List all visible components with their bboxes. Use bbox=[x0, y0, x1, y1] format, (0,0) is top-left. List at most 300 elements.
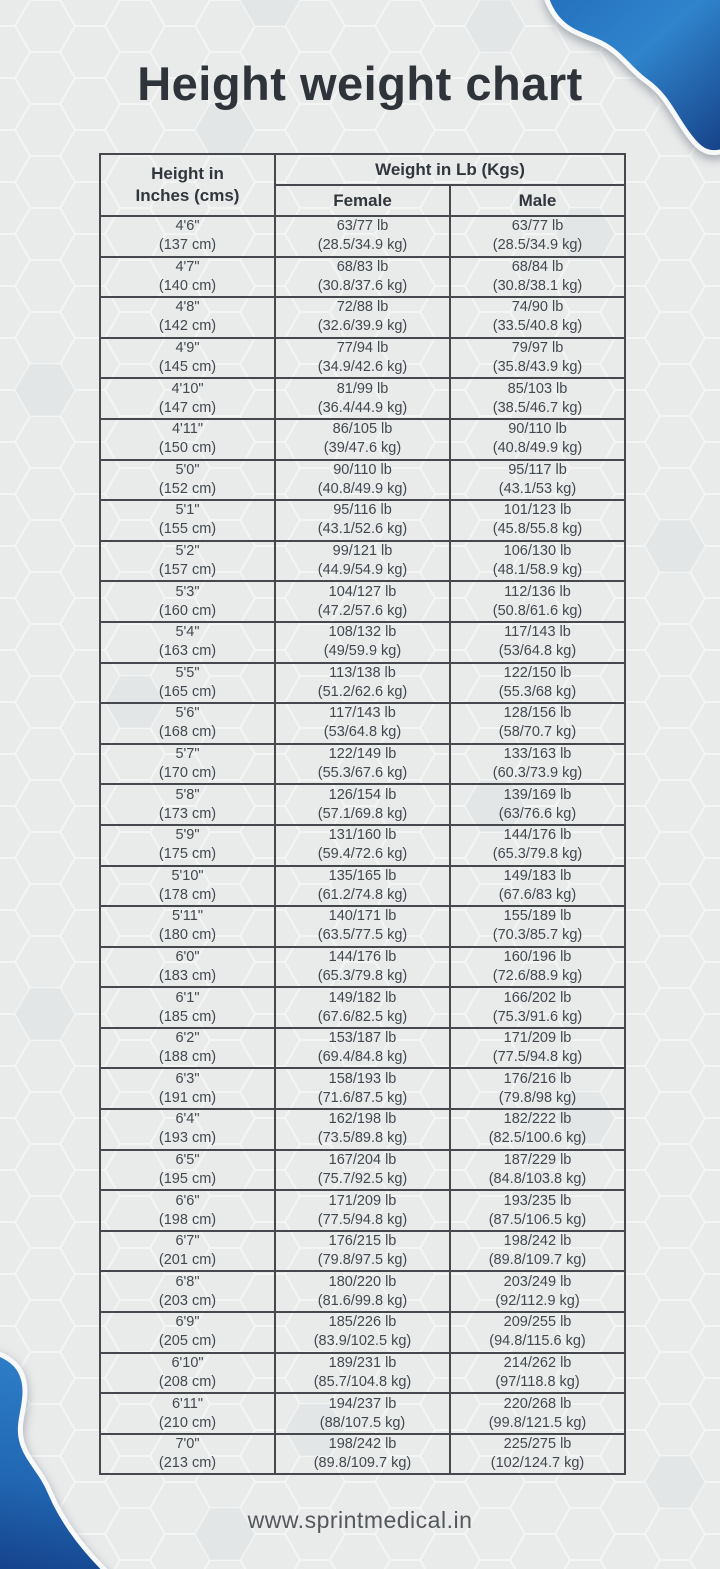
height-cell bbox=[100, 1271, 275, 1312]
height-cm: (152 cm) bbox=[158, 480, 217, 497]
male-weight-cell bbox=[450, 378, 625, 419]
female-lb: 108/132 lb bbox=[328, 624, 397, 641]
header-male-column: Male bbox=[450, 185, 625, 216]
male-weight-cell bbox=[450, 1312, 625, 1353]
height-feet-inches: 6'8" bbox=[175, 1273, 200, 1290]
male-lb: 106/130 lb bbox=[503, 543, 572, 560]
male-lb: 101/123 lb bbox=[503, 502, 572, 519]
female-weight-cell bbox=[275, 1353, 450, 1394]
female-lb: 167/204 lb bbox=[328, 1151, 397, 1168]
height-cm: (198 cm) bbox=[158, 1211, 217, 1228]
female-lb: 122/149 lb bbox=[328, 746, 397, 763]
male-weight-cell bbox=[450, 1434, 625, 1475]
male-lb: 90/110 lb bbox=[508, 421, 567, 438]
female-weight-cell bbox=[275, 784, 450, 825]
male-lb: 122/150 lb bbox=[503, 664, 572, 681]
female-kg: (55.3/67.6 kg) bbox=[317, 765, 408, 782]
male-kg: (58/70.7 kg) bbox=[498, 724, 577, 741]
female-kg: (77.5/94.8 kg) bbox=[317, 1211, 408, 1228]
male-weight-cell bbox=[450, 703, 625, 744]
male-kg: (79.8/98 kg) bbox=[498, 1089, 577, 1106]
table-row bbox=[100, 419, 625, 460]
height-cell bbox=[100, 703, 275, 744]
male-weight-cell bbox=[450, 338, 625, 379]
height-cm: (155 cm) bbox=[158, 521, 217, 538]
female-weight-cell bbox=[275, 987, 450, 1028]
female-kg: (88/107.5 kg) bbox=[319, 1414, 406, 1431]
height-cell bbox=[100, 947, 275, 988]
female-lb: 81/99 lb bbox=[336, 380, 389, 397]
table-row bbox=[100, 216, 625, 257]
height-cell bbox=[100, 987, 275, 1028]
height-feet-inches: 5'10" bbox=[171, 867, 204, 884]
height-cell bbox=[100, 216, 275, 257]
height-cm: (203 cm) bbox=[158, 1292, 217, 1309]
height-cell bbox=[100, 419, 275, 460]
male-lb: 225/275 lb bbox=[503, 1436, 572, 1453]
height-cm: (157 cm) bbox=[158, 562, 217, 579]
female-lb: 189/231 lb bbox=[328, 1354, 397, 1371]
female-weight-cell bbox=[275, 744, 450, 785]
male-weight-cell bbox=[450, 866, 625, 907]
female-weight-cell bbox=[275, 1109, 450, 1150]
height-feet-inches: 4'8" bbox=[175, 299, 200, 316]
male-lb: 187/229 lb bbox=[503, 1151, 572, 1168]
height-cell bbox=[100, 866, 275, 907]
male-lb: 117/143 lb bbox=[504, 624, 571, 641]
female-lb: 90/110 lb bbox=[333, 461, 392, 478]
height-cell bbox=[100, 1312, 275, 1353]
male-kg: (70.3/85.7 kg) bbox=[492, 927, 583, 944]
female-lb: 86/105 lb bbox=[332, 421, 393, 438]
male-kg: (67.6/83 kg) bbox=[498, 886, 577, 903]
male-kg: (55.3/68 kg) bbox=[498, 683, 577, 700]
height-feet-inches: 4'10" bbox=[171, 380, 204, 397]
female-lb: 180/220 lb bbox=[328, 1273, 397, 1290]
female-kg: (36.4/44.9 kg) bbox=[317, 399, 408, 416]
height-feet-inches: 4'6" bbox=[175, 218, 200, 235]
height-cell bbox=[100, 581, 275, 622]
male-lb: 112/136 lb bbox=[504, 583, 571, 600]
table-row bbox=[100, 378, 625, 419]
female-kg: (47.2/57.6 kg) bbox=[317, 602, 408, 619]
height-cm: (208 cm) bbox=[158, 1373, 217, 1390]
female-lb: 144/176 lb bbox=[328, 948, 397, 965]
male-weight-cell bbox=[450, 500, 625, 541]
male-kg: (40.8/49.9 kg) bbox=[492, 440, 583, 457]
female-lb: 72/88 lb bbox=[336, 299, 389, 316]
female-weight-cell bbox=[275, 703, 450, 744]
female-kg: (89.8/109.7 kg) bbox=[313, 1455, 412, 1472]
female-lb: 117/143 lb bbox=[329, 705, 396, 722]
height-cm: (185 cm) bbox=[158, 1008, 217, 1025]
height-cell bbox=[100, 1353, 275, 1394]
female-weight-cell bbox=[275, 541, 450, 582]
male-kg: (43.1/53 kg) bbox=[498, 480, 577, 497]
male-kg: (77.5/94.8 kg) bbox=[492, 1049, 583, 1066]
height-feet-inches: 5'8" bbox=[175, 786, 200, 803]
height-feet-inches: 4'9" bbox=[175, 340, 200, 357]
male-kg: (72.6/88.9 kg) bbox=[492, 967, 583, 984]
height-feet-inches: 5'5" bbox=[175, 664, 200, 681]
male-lb: 149/183 lb bbox=[503, 867, 572, 884]
female-lb: 153/187 lb bbox=[328, 1030, 397, 1047]
height-cm: (195 cm) bbox=[158, 1170, 217, 1187]
height-cell bbox=[100, 297, 275, 338]
table-row bbox=[100, 947, 625, 988]
height-feet-inches: 6'11" bbox=[171, 1395, 204, 1412]
female-lb: 176/215 lb bbox=[328, 1233, 397, 1250]
height-feet-inches: 6'9" bbox=[175, 1314, 200, 1331]
male-lb: 128/156 lb bbox=[503, 705, 572, 722]
table-row bbox=[100, 257, 625, 298]
female-kg: (43.1/52.6 kg) bbox=[317, 521, 408, 538]
female-lb: 149/182 lb bbox=[328, 989, 397, 1006]
height-feet-inches: 5'6" bbox=[175, 705, 200, 722]
female-weight-cell bbox=[275, 419, 450, 460]
height-feet-inches: 5'11" bbox=[171, 908, 204, 925]
female-kg: (51.2/62.6 kg) bbox=[317, 683, 408, 700]
height-feet-inches: 5'0" bbox=[175, 461, 200, 478]
male-lb: 198/242 lb bbox=[503, 1233, 572, 1250]
male-kg: (60.3/73.9 kg) bbox=[492, 765, 583, 782]
height-cell bbox=[100, 1150, 275, 1191]
height-feet-inches: 7'0" bbox=[175, 1436, 200, 1453]
height-feet-inches: 6'5" bbox=[175, 1151, 200, 1168]
table-row bbox=[100, 1231, 625, 1272]
height-cell bbox=[100, 1190, 275, 1231]
male-lb: 85/103 lb bbox=[507, 380, 568, 397]
height-cell bbox=[100, 378, 275, 419]
table-row bbox=[100, 784, 625, 825]
female-lb: 198/242 lb bbox=[328, 1436, 397, 1453]
female-weight-cell bbox=[275, 1190, 450, 1231]
height-feet-inches: 5'7" bbox=[175, 746, 200, 763]
table-row bbox=[100, 500, 625, 541]
height-feet-inches: 6'2" bbox=[175, 1030, 200, 1047]
male-kg: (35.8/43.9 kg) bbox=[492, 359, 583, 376]
female-kg: (49/59.9 kg) bbox=[323, 643, 402, 660]
table-row bbox=[100, 1271, 625, 1312]
female-weight-cell bbox=[275, 663, 450, 704]
male-weight-cell bbox=[450, 784, 625, 825]
header-height-line2: Inches (cms) bbox=[135, 186, 240, 205]
male-weight-cell bbox=[450, 906, 625, 947]
male-weight-cell bbox=[450, 825, 625, 866]
table-row bbox=[100, 581, 625, 622]
height-cell bbox=[100, 906, 275, 947]
height-feet-inches: 4'7" bbox=[175, 258, 200, 275]
male-kg: (75.3/91.6 kg) bbox=[492, 1008, 583, 1025]
male-weight-cell bbox=[450, 947, 625, 988]
female-lb: 140/171 lb bbox=[328, 908, 397, 925]
height-cell bbox=[100, 1434, 275, 1475]
female-lb: 171/209 lb bbox=[328, 1192, 397, 1209]
female-lb: 99/121 lb bbox=[332, 543, 393, 560]
female-lb: 63/77 lb bbox=[336, 218, 389, 235]
height-feet-inches: 6'0" bbox=[175, 948, 200, 965]
male-kg: (63/76.6 kg) bbox=[498, 805, 577, 822]
height-weight-table bbox=[99, 153, 626, 1475]
table-row bbox=[100, 1150, 625, 1191]
male-kg: (30.8/38.1 kg) bbox=[492, 277, 583, 294]
height-cm: (170 cm) bbox=[158, 765, 217, 782]
height-cm: (163 cm) bbox=[158, 643, 217, 660]
male-weight-cell bbox=[450, 622, 625, 663]
table-row bbox=[100, 460, 625, 501]
height-cm: (205 cm) bbox=[158, 1333, 217, 1350]
table-row bbox=[100, 1109, 625, 1150]
header-weight-group: Weight in Lb (Kgs) bbox=[275, 154, 625, 185]
male-lb: 166/202 lb bbox=[503, 989, 572, 1006]
female-kg: (81.6/99.8 kg) bbox=[317, 1292, 408, 1309]
height-cm: (145 cm) bbox=[158, 359, 217, 376]
female-kg: (53/64.8 kg) bbox=[323, 724, 402, 741]
female-kg: (39/47.6 kg) bbox=[323, 440, 402, 457]
male-lb: 74/90 lb bbox=[511, 299, 564, 316]
table-row bbox=[100, 744, 625, 785]
height-feet-inches: 6'3" bbox=[175, 1070, 200, 1087]
table-row bbox=[100, 825, 625, 866]
female-weight-cell bbox=[275, 1028, 450, 1069]
female-weight-cell bbox=[275, 1231, 450, 1272]
female-kg: (79.8/97.5 kg) bbox=[317, 1252, 408, 1269]
height-cell bbox=[100, 825, 275, 866]
female-weight-cell bbox=[275, 1312, 450, 1353]
female-kg: (63.5/77.5 kg) bbox=[317, 927, 408, 944]
female-weight-cell bbox=[275, 1393, 450, 1434]
female-lb: 77/94 lb bbox=[336, 340, 389, 357]
female-kg: (34.9/42.6 kg) bbox=[317, 359, 408, 376]
female-weight-cell bbox=[275, 581, 450, 622]
female-weight-cell bbox=[275, 1068, 450, 1109]
male-lb: 193/235 lb bbox=[503, 1192, 572, 1209]
female-lb: 113/138 lb bbox=[329, 664, 396, 681]
female-kg: (85.7/104.8 kg) bbox=[313, 1373, 412, 1390]
female-kg: (75.7/92.5 kg) bbox=[317, 1170, 408, 1187]
male-kg: (97/118.8 kg) bbox=[495, 1373, 580, 1390]
male-kg: (38.5/46.7 kg) bbox=[492, 399, 583, 416]
male-weight-cell bbox=[450, 1109, 625, 1150]
height-feet-inches: 6'4" bbox=[175, 1111, 200, 1128]
male-weight-cell bbox=[450, 1231, 625, 1272]
height-cm: (147 cm) bbox=[158, 399, 217, 416]
height-cm: (175 cm) bbox=[158, 846, 217, 863]
height-feet-inches: 5'4" bbox=[175, 624, 200, 641]
height-cm: (173 cm) bbox=[158, 805, 217, 822]
male-kg: (28.5/34.9 kg) bbox=[492, 237, 583, 254]
height-cm: (137 cm) bbox=[158, 237, 217, 254]
male-lb: 63/77 lb bbox=[511, 218, 564, 235]
female-lb: 194/237 lb bbox=[328, 1395, 397, 1412]
male-weight-cell bbox=[450, 581, 625, 622]
female-weight-cell bbox=[275, 257, 450, 298]
male-lb: 95/117 lb bbox=[508, 461, 567, 478]
male-weight-cell bbox=[450, 216, 625, 257]
female-lb: 131/160 lb bbox=[328, 827, 397, 844]
height-cell bbox=[100, 744, 275, 785]
female-kg: (71.6/87.5 kg) bbox=[317, 1089, 408, 1106]
header-height-column bbox=[100, 154, 275, 216]
female-weight-cell bbox=[275, 297, 450, 338]
height-cm: (210 cm) bbox=[158, 1414, 217, 1431]
table-row bbox=[100, 1353, 625, 1394]
male-kg: (102/124.7 kg) bbox=[490, 1455, 585, 1472]
female-kg: (28.5/34.9 kg) bbox=[317, 237, 408, 254]
male-lb: 79/97 lb bbox=[511, 340, 564, 357]
female-lb: 135/165 lb bbox=[328, 867, 397, 884]
height-cell bbox=[100, 460, 275, 501]
male-lb: 182/222 lb bbox=[503, 1111, 572, 1128]
male-lb: 144/176 lb bbox=[503, 827, 572, 844]
table-row bbox=[100, 663, 625, 704]
female-kg: (83.9/102.5 kg) bbox=[313, 1333, 412, 1350]
male-kg: (53/64.8 kg) bbox=[498, 643, 577, 660]
height-cell bbox=[100, 1231, 275, 1272]
header-height-line1: Height in bbox=[151, 164, 224, 183]
male-lb: 160/196 lb bbox=[503, 948, 572, 965]
female-kg: (40.8/49.9 kg) bbox=[317, 480, 408, 497]
table-row bbox=[100, 1028, 625, 1069]
male-lb: 171/209 lb bbox=[503, 1030, 572, 1047]
female-kg: (44.9/54.9 kg) bbox=[317, 562, 408, 579]
male-weight-cell bbox=[450, 541, 625, 582]
height-cell bbox=[100, 541, 275, 582]
male-weight-cell bbox=[450, 1271, 625, 1312]
male-kg: (84.8/103.8 kg) bbox=[488, 1170, 587, 1187]
height-cm: (180 cm) bbox=[158, 927, 217, 944]
male-kg: (33.5/40.8 kg) bbox=[492, 318, 583, 335]
male-kg: (48.1/58.9 kg) bbox=[492, 562, 583, 579]
female-kg: (61.2/74.8 kg) bbox=[317, 886, 408, 903]
table-row bbox=[100, 297, 625, 338]
table-row bbox=[100, 906, 625, 947]
male-weight-cell bbox=[450, 1393, 625, 1434]
male-weight-cell bbox=[450, 744, 625, 785]
female-lb: 158/193 lb bbox=[328, 1070, 397, 1087]
female-weight-cell bbox=[275, 1271, 450, 1312]
height-cm: (165 cm) bbox=[158, 683, 217, 700]
female-kg: (73.5/89.8 kg) bbox=[317, 1130, 408, 1147]
website-url: www.sprintmedical.in bbox=[247, 1507, 473, 1533]
male-lb: 209/255 lb bbox=[503, 1314, 572, 1331]
height-cm: (160 cm) bbox=[158, 602, 217, 619]
height-feet-inches: 6'1" bbox=[175, 989, 200, 1006]
female-kg: (32.6/39.9 kg) bbox=[317, 318, 408, 335]
height-feet-inches: 6'7" bbox=[175, 1233, 200, 1250]
male-kg: (45.8/55.8 kg) bbox=[492, 521, 583, 538]
height-cell bbox=[100, 1109, 275, 1150]
female-weight-cell bbox=[275, 378, 450, 419]
female-weight-cell bbox=[275, 825, 450, 866]
female-weight-cell bbox=[275, 622, 450, 663]
table-row bbox=[100, 541, 625, 582]
height-cm: (213 cm) bbox=[158, 1455, 217, 1472]
height-cm: (178 cm) bbox=[158, 886, 217, 903]
height-feet-inches: 5'2" bbox=[175, 543, 200, 560]
height-cell bbox=[100, 1028, 275, 1069]
female-kg: (30.8/37.6 kg) bbox=[317, 277, 408, 294]
height-feet-inches: 5'3" bbox=[175, 583, 200, 600]
male-kg: (92/112.9 kg) bbox=[495, 1292, 580, 1309]
height-cm: (191 cm) bbox=[158, 1089, 217, 1106]
height-cell bbox=[100, 622, 275, 663]
table-row bbox=[100, 1190, 625, 1231]
male-lb: 203/249 lb bbox=[503, 1273, 572, 1290]
height-cm: (183 cm) bbox=[158, 967, 217, 984]
height-feet-inches: 6'10" bbox=[171, 1354, 204, 1371]
height-cell bbox=[100, 257, 275, 298]
male-kg: (99.8/121.5 kg) bbox=[488, 1414, 587, 1431]
table-row bbox=[100, 1312, 625, 1353]
female-kg: (67.6/82.5 kg) bbox=[317, 1008, 408, 1025]
height-cm: (168 cm) bbox=[158, 724, 217, 741]
height-cm: (142 cm) bbox=[158, 318, 217, 335]
male-weight-cell bbox=[450, 460, 625, 501]
page-title: Height weight chart bbox=[137, 57, 583, 110]
male-weight-cell bbox=[450, 257, 625, 298]
female-lb: 126/154 lb bbox=[328, 786, 397, 803]
male-weight-cell bbox=[450, 1353, 625, 1394]
height-cm: (140 cm) bbox=[158, 277, 217, 294]
female-kg: (59.4/72.6 kg) bbox=[317, 846, 408, 863]
female-lb: 68/83 lb bbox=[336, 258, 389, 275]
male-lb: 220/268 lb bbox=[503, 1395, 572, 1412]
height-feet-inches: 5'1" bbox=[175, 502, 200, 519]
male-lb: 133/163 lb bbox=[503, 746, 572, 763]
height-feet-inches: 6'6" bbox=[175, 1192, 200, 1209]
table-row bbox=[100, 1068, 625, 1109]
female-weight-cell bbox=[275, 1150, 450, 1191]
male-kg: (65.3/79.8 kg) bbox=[492, 846, 583, 863]
female-weight-cell bbox=[275, 947, 450, 988]
female-weight-cell bbox=[275, 500, 450, 541]
male-lb: 139/169 lb bbox=[503, 786, 572, 803]
height-cm: (201 cm) bbox=[158, 1252, 217, 1269]
height-cell bbox=[100, 500, 275, 541]
female-weight-cell bbox=[275, 866, 450, 907]
header-female-column: Female bbox=[275, 185, 450, 216]
male-kg: (50.8/61.6 kg) bbox=[492, 602, 583, 619]
table-row bbox=[100, 987, 625, 1028]
height-cell bbox=[100, 663, 275, 704]
female-lb: 95/116 lb bbox=[333, 502, 392, 519]
table-row bbox=[100, 1393, 625, 1434]
female-weight-cell bbox=[275, 338, 450, 379]
height-cell bbox=[100, 1393, 275, 1434]
height-feet-inches: 4'11" bbox=[171, 421, 204, 438]
male-weight-cell bbox=[450, 1028, 625, 1069]
height-cell bbox=[100, 1068, 275, 1109]
table-row bbox=[100, 703, 625, 744]
male-kg: (82.5/100.6 kg) bbox=[488, 1130, 587, 1147]
female-weight-cell bbox=[275, 906, 450, 947]
male-weight-cell bbox=[450, 297, 625, 338]
height-cm: (193 cm) bbox=[158, 1130, 217, 1147]
table-body bbox=[100, 216, 625, 1474]
female-weight-cell bbox=[275, 460, 450, 501]
female-kg: (65.3/79.8 kg) bbox=[317, 967, 408, 984]
corner-wave-bottom-left bbox=[0, 1352, 110, 1569]
male-weight-cell bbox=[450, 663, 625, 704]
female-kg: (57.1/69.8 kg) bbox=[317, 805, 408, 822]
male-weight-cell bbox=[450, 1150, 625, 1191]
male-kg: (87.5/106.5 kg) bbox=[488, 1211, 587, 1228]
female-lb: 104/127 lb bbox=[328, 583, 397, 600]
male-kg: (89.8/109.7 kg) bbox=[488, 1252, 587, 1269]
height-cm: (188 cm) bbox=[158, 1049, 217, 1066]
table-row bbox=[100, 338, 625, 379]
